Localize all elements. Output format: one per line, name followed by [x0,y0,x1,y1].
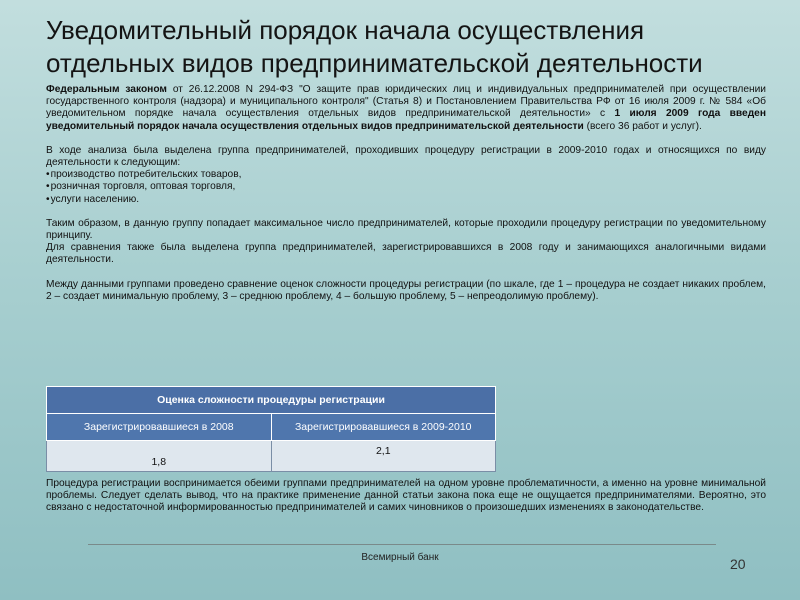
footer-divider [88,544,716,545]
intro-text-1: от 26.12.2008 N 294-ФЗ "О защите прав юридических лиц и индивидуальных предпринимателей при осуществлении государственного контроля (надзора) и муниципального контроля" (Статья 8) и Постановлением Правительства РФ от 16 июля 2009 г. № 584 «Об уведомительном порядке начала осуществления отдельных видов предпринимательской деятельности» с [46,84,766,120]
intro-paragraph [46,84,766,133]
footer-source: Всемирный банк [361,552,439,563]
slide-title-line-2: отдельных видов предпринимательской деятельности [46,48,703,78]
value-2008: 1,8 [47,441,272,472]
slide-body [46,84,766,303]
activity-list-item: • производство потребительских товаров, [46,169,766,181]
slide-title [46,14,766,80]
conclusion-paragraph: Процедура регистрации воспринимается обеими группами предпринимателей на одном уровне проблематичности, а именно на уровне минимальной проблемы. Следует сделать вывод, что на практике применение данной статьи закона пока еще не ощущается предпринимателями. Вероятно, это связано с недостаточной информированностью предпринимателей и самих чиновников о произошедших изменениях в законодательстве. [46,478,766,514]
activity-list [46,169,766,206]
intro-bold-date: 1 июля 2009 года введен уведомительный порядок начала осуществления отдельных видов предпринимательской деятельности [46,108,766,132]
value-2009-2010: 2,1 [271,441,496,472]
column-header-2008: Зарегистрировавшиеся в 2008 [47,414,272,441]
assessment-table-header: Оценка сложности процедуры регистрации [47,387,496,414]
group-paragraph-1: Таким образом, в данную группу попадает максимальное число предпринимателей, которые проходили процедуру регистрации по уведомительному принципу. [46,217,766,242]
page-number: 20 [730,556,746,572]
assessment-table [46,386,496,472]
intro-bold-law: Федеральным законом [46,84,167,95]
comparison-paragraph: Между данными группами проведено сравнение оценок сложности процедуры регистрации (по шкале, где 1 – процедура не создает никаких проблем, 2 – создает минимальную проблему, 3 – среднюю проблему, 4 – большую проблему, 5 – непреодолимую проблему). [46,278,766,302]
slide-title-line-1: Уведомительный порядок начала осуществления [46,15,645,45]
column-header-2009-2010: Зарегистрировавшиеся в 2009-2010 [271,414,496,441]
activity-list-item: • розничная торговля, оптовая торговля, [46,181,766,193]
analysis-paragraph: В ходе анализа была выделена группа предпринимателей, проходивших процедуру регистрации в 2009-2010 годах и относящихся по виду деятельности к следующим: [46,144,766,169]
activity-list-item: • услуги населению. [46,194,766,206]
intro-text-2: (всего 36 работ и услуг). [583,120,702,132]
group-paragraph-2: Для сравнения также была выделена группа предпринимателей, зарегистрировавшихся в 2008 году и занимающихся аналогичными видами деятельности. [46,242,766,266]
